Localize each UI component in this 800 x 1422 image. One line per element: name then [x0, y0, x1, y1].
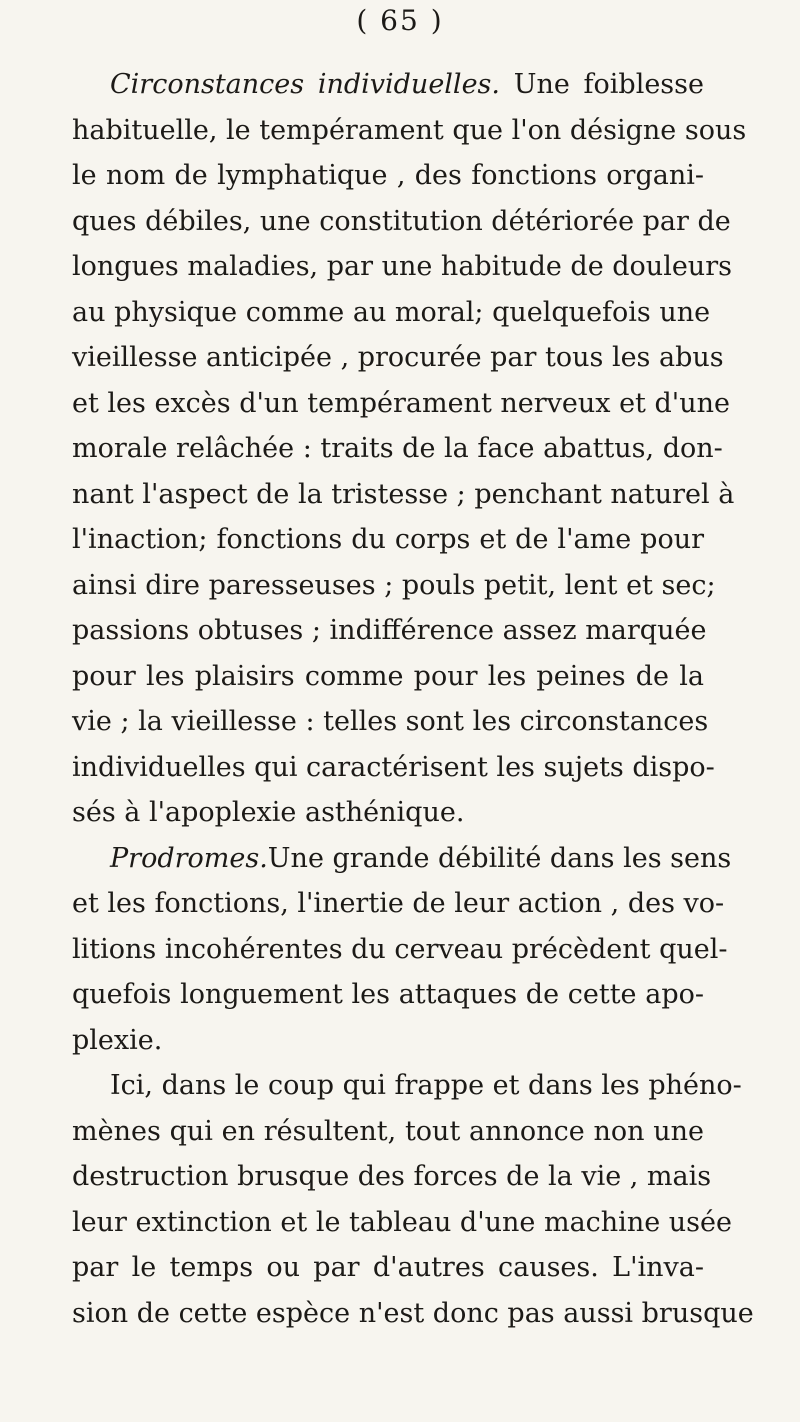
line-text: plexie.: [72, 1024, 163, 1056]
text-line: [72, 335, 724, 381]
line-text: habituelle, le tempérament que l'on désigne sous: [72, 114, 747, 146]
text-line: [72, 654, 704, 700]
text-line: [72, 881, 725, 927]
text-line: [72, 62, 704, 108]
line-text: Une grande débilité dans les sens: [267, 842, 732, 874]
text-line: [72, 290, 711, 336]
paragraph: [72, 62, 747, 836]
line-text: litions incohérentes du cerveau précèdent quel-: [72, 933, 728, 965]
line-text: individuelles qui caractérisent les sujets dispo-: [72, 751, 715, 783]
line-text: vie ; la vieillesse : telles sont les circonstances: [72, 706, 709, 737]
line-text: morale relâchée : traits de la face abattus, don-: [72, 433, 723, 464]
text-line: [72, 517, 704, 563]
text-line: [72, 745, 715, 791]
text-line: [72, 699, 709, 745]
text-line: [72, 1200, 732, 1246]
text-line: [72, 199, 731, 245]
text-line: [72, 426, 723, 472]
line-text: ainsi dire paresseuses ; pouls petit, lent et sec;: [72, 569, 716, 601]
line-text: par le temps ou par d'autres causes. L'inva-: [72, 1252, 704, 1283]
text-line: [72, 608, 707, 654]
text-line: [72, 563, 716, 609]
text-line: [72, 927, 728, 973]
text-line: [72, 381, 730, 427]
line-text: vieillesse anticipée , procurée par tous les abus: [72, 342, 724, 373]
line-text: longues maladies, par une habitude de douleurs: [72, 251, 732, 282]
text-line: [72, 972, 704, 1018]
italic-heading: Circonstances individuelles.: [110, 69, 500, 100]
line-text: mènes qui en résultent, tout annonce non une: [72, 1115, 704, 1147]
line-text: destruction brusque des forces de la vie , mais: [72, 1161, 712, 1192]
text-line: [72, 1018, 704, 1064]
line-text: leur extinction et le tableau d'une machine usée: [72, 1206, 732, 1238]
text-line: [72, 836, 732, 882]
text-line: [72, 790, 704, 836]
text-line: [72, 1154, 712, 1200]
line-text: Une foiblesse: [500, 69, 704, 100]
text-line: [72, 472, 735, 518]
text-line: [72, 1291, 754, 1337]
line-text: ques débiles, une constitution détériorée par de: [72, 205, 731, 237]
italic-heading: Prodromes.: [110, 842, 268, 874]
body-text: [72, 62, 754, 1336]
paragraph: [72, 1063, 754, 1336]
text-line: [72, 244, 732, 290]
line-text: et les fonctions, l'inertie de leur action , des vo-: [72, 888, 725, 919]
line-text: quefois longuement les attaques de cette apo-: [72, 979, 704, 1010]
line-text: Ici, dans le coup qui frappe et dans les phéno-: [110, 1070, 742, 1101]
line-text: nant l'aspect de la tristesse ; penchant naturel à: [72, 478, 735, 510]
line-text: passions obtuses ; indifférence assez marquée: [72, 615, 707, 646]
text-line: [72, 153, 704, 199]
line-text: sés à l'apoplexie asthénique.: [72, 797, 465, 828]
paragraph: [72, 836, 732, 1064]
line-text: et les excès d'un tempérament nerveux et d'une: [72, 387, 730, 419]
text-line: [72, 1063, 742, 1109]
text-line: [72, 108, 747, 154]
line-text: sion de cette espèce n'est donc pas aussi brusque: [72, 1297, 754, 1329]
page-number: ( 65 ): [356, 4, 444, 37]
text-line: [72, 1109, 704, 1155]
line-text: au physique comme au moral; quelquefois une: [72, 296, 711, 328]
line-text: pour les plaisirs comme pour les peines de la: [72, 660, 704, 692]
text-line: [72, 1245, 704, 1291]
line-text: l'inaction; fonctions du corps et de l'ame pour: [72, 524, 704, 555]
line-text: le nom de lymphatique , des fonctions organi-: [72, 160, 704, 191]
